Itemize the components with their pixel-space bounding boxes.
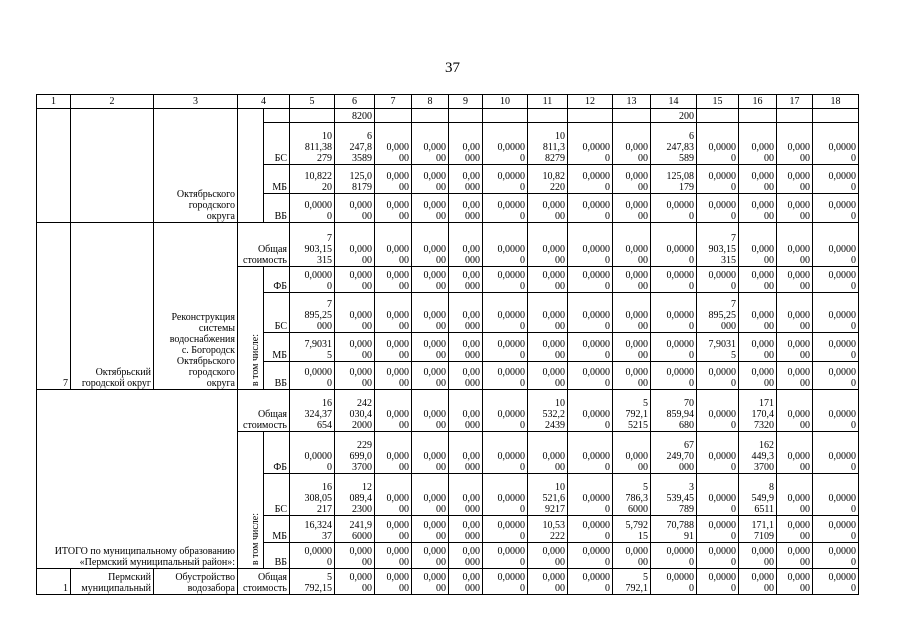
value-cell: 0,0000 0 bbox=[483, 333, 528, 362]
value-cell: 0,000 00 bbox=[613, 165, 651, 194]
value-cell: 0,000 00 bbox=[375, 194, 412, 223]
column-header: 14 bbox=[651, 95, 697, 109]
page-number: 37 bbox=[445, 60, 460, 76]
value-cell: 200 bbox=[651, 109, 697, 123]
value-cell: 0,0000 0 bbox=[290, 432, 335, 474]
value-cell: 5,792 15 bbox=[613, 516, 651, 543]
value-cell: 0,0000 0 bbox=[813, 293, 859, 333]
value-cell: 0,000 00 bbox=[528, 432, 568, 474]
value-cell: 0,0000 0 bbox=[651, 223, 697, 267]
value-cell: 0,00 000 bbox=[449, 432, 483, 474]
value-cell: 0,000 00 bbox=[412, 267, 449, 293]
value-cell: 125,0 8179 bbox=[335, 165, 375, 194]
object-name-cell: Реконструкция системы водоснабжения с. Богородск Октябрьского городского округа bbox=[154, 223, 238, 390]
value-cell: 10 532,2 2439 bbox=[528, 390, 568, 432]
value-cell: 7 903,15 315 bbox=[290, 223, 335, 267]
value-cell: 16 308,05 217 bbox=[290, 474, 335, 516]
value-cell: 0,00 000 bbox=[449, 474, 483, 516]
value-cell: 0,000 00 bbox=[777, 194, 813, 223]
value-cell: 0,000 00 bbox=[335, 293, 375, 333]
value-cell: 0,0000 0 bbox=[697, 267, 739, 293]
value-cell: 0,000 00 bbox=[613, 543, 651, 569]
value-cell: 0,00 000 bbox=[449, 165, 483, 194]
value-cell: 0,000 00 bbox=[375, 474, 412, 516]
value-cell: 0,0000 0 bbox=[651, 293, 697, 333]
value-cell bbox=[528, 109, 568, 123]
fund-label-cell: ФБ bbox=[264, 267, 290, 293]
value-cell: 0,0000 0 bbox=[813, 123, 859, 165]
value-cell: 0,000 00 bbox=[777, 333, 813, 362]
value-cell: 0,000 00 bbox=[739, 223, 777, 267]
value-cell: 0,0000 0 bbox=[568, 123, 613, 165]
value-cell bbox=[449, 109, 483, 123]
value-cell: 12 089,4 2300 bbox=[335, 474, 375, 516]
value-cell bbox=[697, 109, 739, 123]
value-cell: 0,0000 0 bbox=[483, 293, 528, 333]
value-cell: 0,000 00 bbox=[613, 123, 651, 165]
object-name-cell: Обустройство водозабора bbox=[154, 569, 238, 595]
value-cell: 8200 bbox=[335, 109, 375, 123]
fund-label-cell: ВБ bbox=[264, 362, 290, 390]
value-cell: 0,000 00 bbox=[528, 194, 568, 223]
value-cell: 0,0000 0 bbox=[568, 165, 613, 194]
row-number-cell: 1 bbox=[37, 569, 71, 595]
value-cell: 0,000 00 bbox=[412, 362, 449, 390]
value-cell bbox=[813, 109, 859, 123]
value-cell: 0,000 00 bbox=[528, 333, 568, 362]
value-cell: 0,0000 0 bbox=[651, 194, 697, 223]
value-cell: 0,0000 0 bbox=[651, 267, 697, 293]
column-header: 11 bbox=[528, 95, 568, 109]
value-cell: 0,00 000 bbox=[449, 267, 483, 293]
value-cell: 0,0000 0 bbox=[813, 165, 859, 194]
fund-label-cell: БС bbox=[264, 123, 290, 165]
value-cell: 7 895,25 000 bbox=[290, 293, 335, 333]
value-cell: 0,000 00 bbox=[613, 293, 651, 333]
value-cell: 0,000 00 bbox=[412, 390, 449, 432]
value-cell: 0,0000 0 bbox=[813, 516, 859, 543]
value-cell: 0,000 00 bbox=[739, 333, 777, 362]
value-cell: 0,000 00 bbox=[528, 223, 568, 267]
value-cell: 0,000 00 bbox=[375, 432, 412, 474]
value-cell: 0,000 00 bbox=[739, 194, 777, 223]
table-row bbox=[37, 569, 859, 595]
value-cell: 0,0000 0 bbox=[697, 569, 739, 595]
value-cell: 0,0000 0 bbox=[568, 223, 613, 267]
value-cell: 0,00 000 bbox=[449, 123, 483, 165]
value-cell: 0,0000 0 bbox=[483, 194, 528, 223]
value-cell: 0,0000 0 bbox=[697, 432, 739, 474]
value-cell: 0,0000 0 bbox=[290, 543, 335, 569]
value-cell: 241,9 6000 bbox=[335, 516, 375, 543]
municipality-cell: Пермский муниципальный bbox=[71, 569, 154, 595]
value-cell: 0,000 00 bbox=[412, 194, 449, 223]
column-header: 5 bbox=[290, 95, 335, 109]
value-cell: 70 859,94 680 bbox=[651, 390, 697, 432]
value-cell: 0,000 00 bbox=[777, 543, 813, 569]
value-cell: 10 521,6 9217 bbox=[528, 474, 568, 516]
value-cell bbox=[375, 109, 412, 123]
value-cell: 0,000 00 bbox=[335, 267, 375, 293]
value-cell: 125,08 179 bbox=[651, 165, 697, 194]
value-cell: 0,000 00 bbox=[777, 165, 813, 194]
value-cell: 0,0000 0 bbox=[697, 474, 739, 516]
value-cell: 0,000 00 bbox=[777, 123, 813, 165]
value-cell: 162 449,3 3700 bbox=[739, 432, 777, 474]
value-cell: 0,0000 0 bbox=[483, 390, 528, 432]
value-cell: 0,000 00 bbox=[739, 293, 777, 333]
total-label-cell: Общая стоимость bbox=[238, 223, 290, 267]
value-cell: 0,0000 0 bbox=[813, 333, 859, 362]
value-cell: 7,9031 5 bbox=[290, 333, 335, 362]
value-cell: 0,000 00 bbox=[777, 293, 813, 333]
column-header: 13 bbox=[613, 95, 651, 109]
value-cell: 0,0000 0 bbox=[568, 293, 613, 333]
value-cell: 0,000 00 bbox=[412, 123, 449, 165]
value-cell: 0,0000 0 bbox=[483, 267, 528, 293]
column-header: 18 bbox=[813, 95, 859, 109]
value-cell: 0,000 00 bbox=[375, 390, 412, 432]
value-cell bbox=[290, 109, 335, 123]
value-cell: 0,0000 0 bbox=[483, 569, 528, 595]
value-cell: 5 792,1 5215 bbox=[613, 390, 651, 432]
value-cell: 0,000 00 bbox=[528, 267, 568, 293]
value-cell: 0,000 00 bbox=[375, 569, 412, 595]
column-header: 4 bbox=[238, 95, 290, 109]
value-cell: 0,000 00 bbox=[739, 543, 777, 569]
column-header: 16 bbox=[739, 95, 777, 109]
value-cell: 0,0000 0 bbox=[483, 165, 528, 194]
column-header: 15 bbox=[697, 95, 739, 109]
fund-label-cell: ВБ bbox=[264, 194, 290, 223]
value-cell: 0,0000 0 bbox=[813, 432, 859, 474]
table-row bbox=[37, 95, 859, 109]
value-cell: 0,00 000 bbox=[449, 569, 483, 595]
value-cell: 0,000 00 bbox=[613, 223, 651, 267]
value-cell: 10,82 220 bbox=[528, 165, 568, 194]
value-cell: 7 903,15 315 bbox=[697, 223, 739, 267]
value-cell: 0,000 00 bbox=[375, 333, 412, 362]
value-cell: 0,000 00 bbox=[777, 267, 813, 293]
fund-label-cell bbox=[264, 109, 290, 123]
value-cell: 0,00 000 bbox=[449, 543, 483, 569]
including-label-cell bbox=[238, 432, 264, 569]
value-cell: 0,0000 0 bbox=[697, 165, 739, 194]
value-cell: 0,0000 0 bbox=[290, 362, 335, 390]
value-cell: 0,0000 0 bbox=[290, 194, 335, 223]
total-label-cell bbox=[238, 109, 264, 223]
value-cell: 0,0000 0 bbox=[483, 223, 528, 267]
value-cell: 0,000 00 bbox=[528, 362, 568, 390]
column-header: 1 bbox=[37, 95, 71, 109]
value-cell: 0,000 00 bbox=[777, 362, 813, 390]
column-header: 8 bbox=[412, 95, 449, 109]
value-cell: 0,000 00 bbox=[777, 516, 813, 543]
value-cell: 0,00 000 bbox=[449, 293, 483, 333]
value-cell: 0,00 000 bbox=[449, 194, 483, 223]
value-cell: 0,0000 0 bbox=[568, 390, 613, 432]
value-cell: 0,000 00 bbox=[412, 474, 449, 516]
value-cell: 10 811,3 8279 bbox=[528, 123, 568, 165]
value-cell: 0,0000 0 bbox=[483, 516, 528, 543]
total-municipality-cell: ИТОГО по муниципальному образованию «Пермский муниципальный район»: bbox=[37, 390, 238, 569]
value-cell: 0,0000 0 bbox=[568, 267, 613, 293]
value-cell: 5 786,3 6000 bbox=[613, 474, 651, 516]
value-cell: 0,000 00 bbox=[335, 194, 375, 223]
value-cell: 0,0000 0 bbox=[568, 194, 613, 223]
value-cell bbox=[483, 109, 528, 123]
column-header: 7 bbox=[375, 95, 412, 109]
value-cell: 0,0000 0 bbox=[651, 362, 697, 390]
column-header: 17 bbox=[777, 95, 813, 109]
value-cell: 0,00 000 bbox=[449, 333, 483, 362]
value-cell: 0,000 00 bbox=[613, 362, 651, 390]
value-cell: 0,0000 0 bbox=[813, 362, 859, 390]
object-name-cell: Октябрьского городского округа bbox=[154, 109, 238, 223]
value-cell: 0,000 00 bbox=[412, 223, 449, 267]
value-cell: 0,000 00 bbox=[528, 293, 568, 333]
value-cell: 0,0000 0 bbox=[568, 474, 613, 516]
value-cell: 0,000 00 bbox=[777, 474, 813, 516]
value-cell: 0,0000 0 bbox=[568, 543, 613, 569]
value-cell: 0,000 00 bbox=[528, 569, 568, 595]
fund-label-cell: МБ bbox=[264, 516, 290, 543]
table-row bbox=[37, 109, 859, 123]
value-cell: 0,000 00 bbox=[375, 123, 412, 165]
value-cell: 0,000 00 bbox=[335, 333, 375, 362]
value-cell: 0,000 00 bbox=[375, 516, 412, 543]
value-cell: 0,0000 0 bbox=[483, 432, 528, 474]
value-cell: 0,000 00 bbox=[375, 165, 412, 194]
column-header: 9 bbox=[449, 95, 483, 109]
value-cell: 171,1 7109 bbox=[739, 516, 777, 543]
value-cell: 229 699,0 3700 bbox=[335, 432, 375, 474]
municipality-cell: Октябрьский городской округ bbox=[71, 223, 154, 390]
value-cell: 0,0000 0 bbox=[813, 569, 859, 595]
value-cell: 0,0000 0 bbox=[697, 390, 739, 432]
value-cell: 0,0000 0 bbox=[483, 474, 528, 516]
value-cell: 0,0000 0 bbox=[813, 390, 859, 432]
value-cell bbox=[412, 109, 449, 123]
vertical-label: в том числе: bbox=[250, 333, 261, 386]
value-cell: 0,000 00 bbox=[739, 569, 777, 595]
column-header: 12 bbox=[568, 95, 613, 109]
value-cell: 7 895,25 000 bbox=[697, 293, 739, 333]
value-cell: 0,000 00 bbox=[375, 267, 412, 293]
value-cell: 0,000 00 bbox=[335, 543, 375, 569]
value-cell: 0,000 00 bbox=[412, 165, 449, 194]
value-cell: 0,0000 0 bbox=[813, 194, 859, 223]
fund-label-cell: МБ bbox=[264, 165, 290, 194]
value-cell: 0,000 00 bbox=[412, 569, 449, 595]
value-cell: 0,0000 0 bbox=[568, 362, 613, 390]
value-cell: 0,0000 0 bbox=[483, 543, 528, 569]
value-cell: 6 247,8 3589 bbox=[335, 123, 375, 165]
value-cell: 0,000 00 bbox=[739, 165, 777, 194]
value-cell: 0,000 00 bbox=[375, 362, 412, 390]
value-cell: 16,324 37 bbox=[290, 516, 335, 543]
value-cell: 0,000 00 bbox=[335, 569, 375, 595]
row-number-cell: 7 bbox=[37, 223, 71, 390]
value-cell bbox=[739, 109, 777, 123]
value-cell: 0,000 00 bbox=[613, 432, 651, 474]
value-cell: 0,000 00 bbox=[739, 362, 777, 390]
value-cell: 0,000 00 bbox=[777, 569, 813, 595]
value-cell: 0,0000 0 bbox=[651, 543, 697, 569]
table-body bbox=[37, 95, 859, 595]
value-cell: 0,000 00 bbox=[739, 123, 777, 165]
budget-table bbox=[36, 94, 859, 595]
value-cell: 0,000 00 bbox=[777, 432, 813, 474]
value-cell: 0,00 000 bbox=[449, 223, 483, 267]
value-cell: 0,000 00 bbox=[777, 390, 813, 432]
value-cell: 0,0000 0 bbox=[813, 543, 859, 569]
total-label-cell: Общая стоимость bbox=[238, 569, 290, 595]
value-cell: 0,0000 0 bbox=[697, 123, 739, 165]
value-cell: 0,000 00 bbox=[335, 362, 375, 390]
value-cell bbox=[613, 109, 651, 123]
value-cell: 0,0000 0 bbox=[568, 432, 613, 474]
value-cell: 0,0000 0 bbox=[697, 516, 739, 543]
value-cell: 0,0000 0 bbox=[697, 194, 739, 223]
value-cell: 0,000 00 bbox=[777, 223, 813, 267]
value-cell: 0,0000 0 bbox=[813, 474, 859, 516]
value-cell: 10,822 20 bbox=[290, 165, 335, 194]
column-header: 3 bbox=[154, 95, 238, 109]
value-cell: 0,0000 0 bbox=[568, 569, 613, 595]
value-cell: 0,000 00 bbox=[613, 194, 651, 223]
value-cell: 7,9031 5 bbox=[697, 333, 739, 362]
value-cell: 0,000 00 bbox=[412, 293, 449, 333]
column-header: 6 bbox=[335, 95, 375, 109]
value-cell: 0,00 000 bbox=[449, 516, 483, 543]
value-cell: 0,000 00 bbox=[375, 543, 412, 569]
value-cell: 10 811,38 279 bbox=[290, 123, 335, 165]
value-cell: 3 539,45 789 bbox=[651, 474, 697, 516]
column-header: 2 bbox=[71, 95, 154, 109]
fund-label-cell: ФБ bbox=[264, 432, 290, 474]
value-cell: 5 792,1 bbox=[613, 569, 651, 595]
value-cell: 0,000 00 bbox=[739, 267, 777, 293]
value-cell: 0,000 00 bbox=[412, 432, 449, 474]
value-cell bbox=[777, 109, 813, 123]
value-cell: 0,0000 0 bbox=[483, 123, 528, 165]
row-number-cell bbox=[37, 109, 71, 223]
value-cell: 8 549,9 6511 bbox=[739, 474, 777, 516]
value-cell: 0,0000 0 bbox=[813, 223, 859, 267]
including-label-cell bbox=[238, 267, 264, 390]
value-cell: 0,0000 0 bbox=[697, 543, 739, 569]
value-cell: 0,000 00 bbox=[412, 333, 449, 362]
value-cell: 0,000 00 bbox=[412, 543, 449, 569]
municipality-cell bbox=[71, 109, 154, 223]
value-cell: 0,000 00 bbox=[335, 223, 375, 267]
value-cell: 171 170,4 7320 bbox=[739, 390, 777, 432]
value-cell: 0,000 00 bbox=[412, 516, 449, 543]
table-row bbox=[37, 390, 859, 432]
value-cell: 0,0000 0 bbox=[568, 333, 613, 362]
value-cell: 16 324,37 654 bbox=[290, 390, 335, 432]
column-header: 10 bbox=[483, 95, 528, 109]
vertical-label: в том числе: bbox=[250, 512, 261, 565]
value-cell: 10,53 222 bbox=[528, 516, 568, 543]
value-cell: 5 792,15 bbox=[290, 569, 335, 595]
fund-label-cell: БС bbox=[264, 474, 290, 516]
value-cell: 0,000 00 bbox=[375, 223, 412, 267]
value-cell: 242 030,4 2000 bbox=[335, 390, 375, 432]
value-cell: 0,000 00 bbox=[375, 293, 412, 333]
fund-label-cell: МБ bbox=[264, 333, 290, 362]
fund-label-cell: ВБ bbox=[264, 543, 290, 569]
value-cell: 0,0000 0 bbox=[290, 267, 335, 293]
value-cell: 0,0000 0 bbox=[651, 333, 697, 362]
value-cell: 0,0000 0 bbox=[651, 569, 697, 595]
value-cell: 6 247,83 589 bbox=[651, 123, 697, 165]
value-cell: 0,000 00 bbox=[528, 543, 568, 569]
value-cell: 0,000 00 bbox=[613, 333, 651, 362]
value-cell: 0,0000 0 bbox=[813, 267, 859, 293]
value-cell: 67 249,70 000 bbox=[651, 432, 697, 474]
fund-label-cell: БС bbox=[264, 293, 290, 333]
value-cell: 70,788 91 bbox=[651, 516, 697, 543]
value-cell: 0,0000 0 bbox=[697, 362, 739, 390]
value-cell: 0,00 000 bbox=[449, 362, 483, 390]
value-cell bbox=[568, 109, 613, 123]
total-label-cell: Общая стоимость bbox=[238, 390, 290, 432]
value-cell: 0,00 000 bbox=[449, 390, 483, 432]
value-cell: 0,0000 0 bbox=[568, 516, 613, 543]
table-row bbox=[37, 223, 859, 267]
value-cell: 0,000 00 bbox=[613, 267, 651, 293]
value-cell: 0,0000 0 bbox=[483, 362, 528, 390]
